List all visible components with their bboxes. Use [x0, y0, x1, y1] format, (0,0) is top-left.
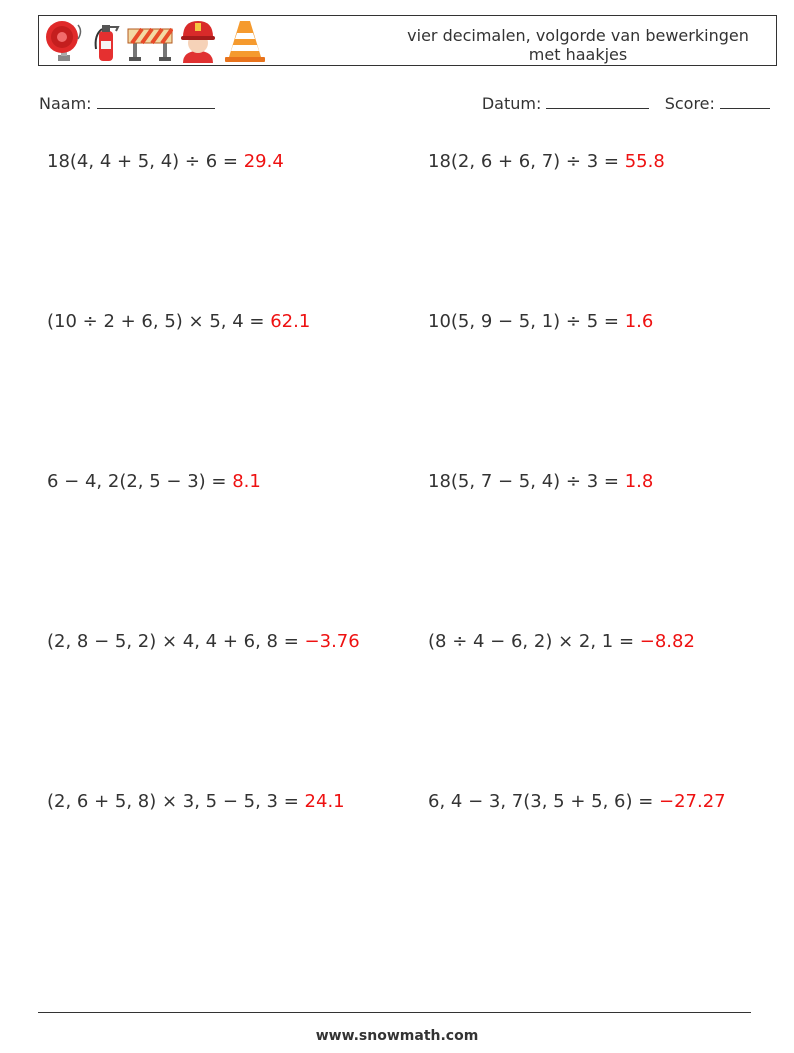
score-label: Score: [664, 94, 715, 113]
firefighter-icon [179, 19, 217, 63]
problem-answer: 8.1 [232, 471, 261, 492]
title-line-2: met haakjes [528, 45, 628, 64]
name-blank[interactable] [97, 94, 215, 109]
problem-expression: 6, 4 − 3, 7(3, 5 + 5, 6) = [428, 791, 660, 812]
problem-answer: −8.82 [639, 631, 695, 652]
problem-expression: (10 ÷ 2 + 6, 5) × 5, 4 = [47, 311, 271, 332]
traffic-cone-icon [223, 19, 267, 63]
road-barrier-icon [127, 19, 173, 63]
problem-4 [428, 311, 653, 332]
problem-expression: (2, 6 + 5, 8) × 3, 5 − 5, 3 = [47, 791, 305, 812]
footer-url[interactable]: www.snowmath.com [315, 1028, 479, 1044]
problem-5 [47, 471, 261, 492]
problem-answer: 1.6 [624, 311, 654, 332]
problem-answer: −3.76 [304, 631, 360, 652]
date-label: Datum: [481, 94, 542, 113]
problem-6 [428, 471, 653, 492]
fire-alarm-bell-icon [43, 19, 85, 63]
name-field [39, 94, 215, 113]
problem-expression: 18(5, 7 − 5, 4) ÷ 3 = [428, 471, 625, 492]
header-icons [43, 19, 267, 63]
problem-expression: (8 ÷ 4 − 6, 2) × 2, 1 = [428, 631, 640, 652]
title-line-1: vier decimalen, volgorde van bewerkingen [407, 26, 749, 45]
problem-9 [47, 791, 345, 812]
problem-expression: 6 − 4, 2(2, 5 − 3) = [47, 471, 233, 492]
problem-answer: −27.27 [659, 791, 726, 812]
date-score-fields [482, 94, 770, 113]
problem-2 [428, 151, 665, 172]
problem-7 [47, 631, 360, 652]
problem-expression: 18(2, 6 + 6, 7) ÷ 3 = [428, 151, 625, 172]
problem-3 [47, 311, 310, 332]
score-blank[interactable] [720, 94, 770, 109]
fire-extinguisher-icon [91, 19, 121, 63]
problem-8 [428, 631, 695, 652]
problem-answer: 62.1 [270, 311, 311, 332]
problem-10 [428, 791, 726, 812]
problem-answer: 29.4 [243, 151, 284, 172]
problem-answer: 55.8 [624, 151, 665, 172]
worksheet-title [398, 26, 758, 64]
problem-expression: 18(4, 4 + 5, 4) ÷ 6 = [47, 151, 244, 172]
footer-divider [38, 1012, 751, 1013]
date-blank[interactable] [546, 94, 649, 109]
name-label: Naam: [39, 94, 92, 113]
problem-expression: 10(5, 9 − 5, 1) ÷ 5 = [428, 311, 625, 332]
problem-answer: 24.1 [304, 791, 345, 812]
worksheet-header [38, 15, 777, 66]
problem-answer: 1.8 [624, 471, 654, 492]
problem-expression: (2, 8 − 5, 2) × 4, 4 + 6, 8 = [47, 631, 305, 652]
problem-1 [47, 151, 284, 172]
